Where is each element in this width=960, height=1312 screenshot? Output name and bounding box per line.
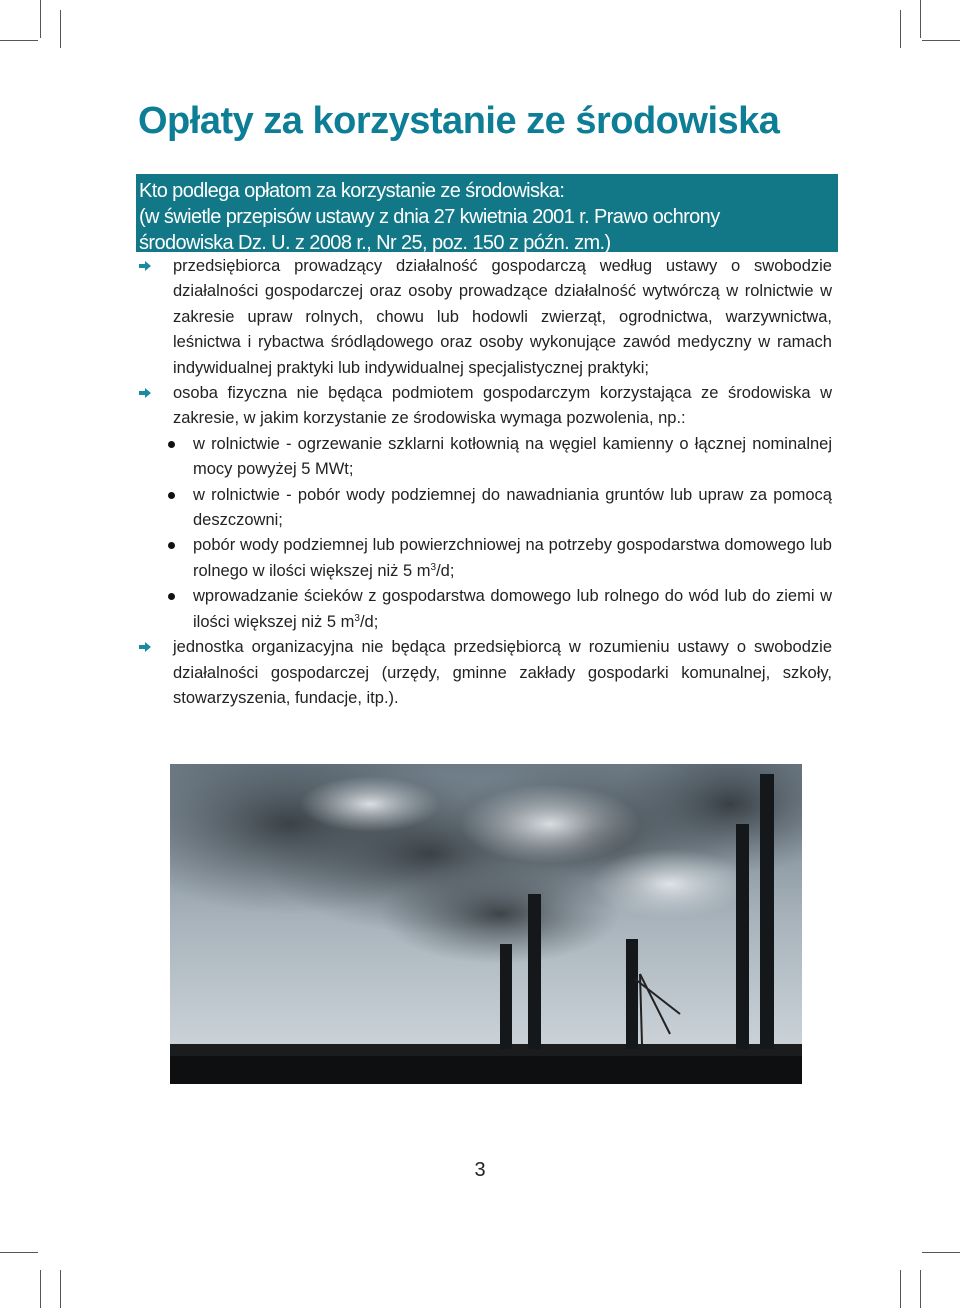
sub-list-item: [138, 533, 832, 584]
text-part: /d;: [359, 612, 379, 631]
list-item: [138, 381, 832, 432]
bullet-icon: [168, 492, 175, 499]
crop-mark: [60, 1270, 61, 1308]
sub-list-item: [138, 584, 832, 635]
section-header-box: [136, 174, 838, 252]
smokestacks-photo: [170, 764, 802, 1084]
sub-list-item-text: [193, 533, 832, 584]
crop-mark: [900, 1270, 901, 1308]
bullet-icon: [168, 441, 175, 448]
crop-mark: [40, 0, 41, 38]
page-number: 3: [474, 1159, 486, 1181]
list-item-text: jednostka organizacyjna nie będąca przedsiębiorcą w rozumieniu ustawy o swobodzie działalności gospodarczej (urzędy, gminne zakłady gospodarki komunalnej, szkoły, stowarzyszenia, fundacje, itp.).: [173, 638, 832, 707]
sub-list-item-text: w rolnictwie - pobór wody podziemnej do nawadniania gruntów lub upraw za pomocą deszczowni;: [193, 485, 832, 530]
list-item-text: osoba fizyczna nie będąca podmiotem gospodarczym korzystająca ze środowiska w zakresie, w jakim korzystanie ze środowiska wymaga pozwolenia, np.:: [173, 384, 832, 428]
bullet-icon: [168, 542, 175, 549]
arrow-right-icon: [138, 640, 152, 654]
arrow-right-icon: [138, 259, 152, 273]
list-item: [138, 635, 832, 711]
crop-mark: [40, 1270, 41, 1308]
list-item-text: przedsiębiorca prowadzący działalność gospodarczą według ustawy o swobodzie działalności gospodarczej oraz osoby prowadzące działalność wytwórczą w rolnictwie w zakresie upraw rolnych, chowu lub hodowli zwierząt, ogrodnictwa, warzywnictwa, leśnictwa i rybactwa śródlądowego oraz osoby wykonujące zawód medyczny w ramach indywidualnej praktyki lub indywidualnej specjalistycznej praktyki;: [173, 257, 832, 377]
crop-mark: [920, 1270, 921, 1308]
text-part: /d;: [436, 561, 455, 580]
superscript: 3: [430, 561, 437, 573]
content-list: [138, 254, 832, 711]
superscript: 3: [354, 612, 360, 624]
crop-mark: [900, 10, 901, 48]
page-title: Opłaty za korzystanie ze środowiska: [138, 100, 780, 142]
arrow-right-icon: [138, 386, 152, 400]
bullet-icon: [168, 593, 175, 600]
sub-list-item-text: w rolnictwie - ogrzewanie szklarni kotłownią na węgiel kamienny o łącznej nominalnej mocy powyżej 5 MWt;: [193, 434, 832, 479]
crop-mark: [0, 40, 38, 41]
header-line: Kto podlega opłatom za korzystanie ze środowiska:: [139, 180, 565, 202]
sub-list-item: [138, 483, 832, 534]
text-part: pobór wody podziemnej lub powierzchniowej na potrzeby gospodarstwa domowego lub rolnego w ilości większej niż 5 m: [193, 536, 832, 580]
crop-mark: [60, 10, 61, 48]
crop-mark: [922, 1252, 960, 1253]
crop-mark: [922, 40, 960, 41]
crop-mark: [920, 0, 921, 38]
text-part: wprowadzanie ścieków z gospodarstwa domowego lub rolnego do wód lub do ziemi w ilości większej niż 5 m: [193, 587, 832, 631]
header-line: (w świetle przepisów ustawy z dnia 27 kwietnia 2001 r. Prawo ochrony: [139, 206, 720, 228]
list-item: [138, 254, 832, 381]
header-line: środowiska Dz. U. z 2008 r., Nr 25, poz. 150 z późn. zm.): [139, 232, 611, 254]
sub-list-item-text: [193, 584, 832, 635]
sub-list-item: [138, 432, 832, 483]
crop-mark: [0, 1252, 38, 1253]
